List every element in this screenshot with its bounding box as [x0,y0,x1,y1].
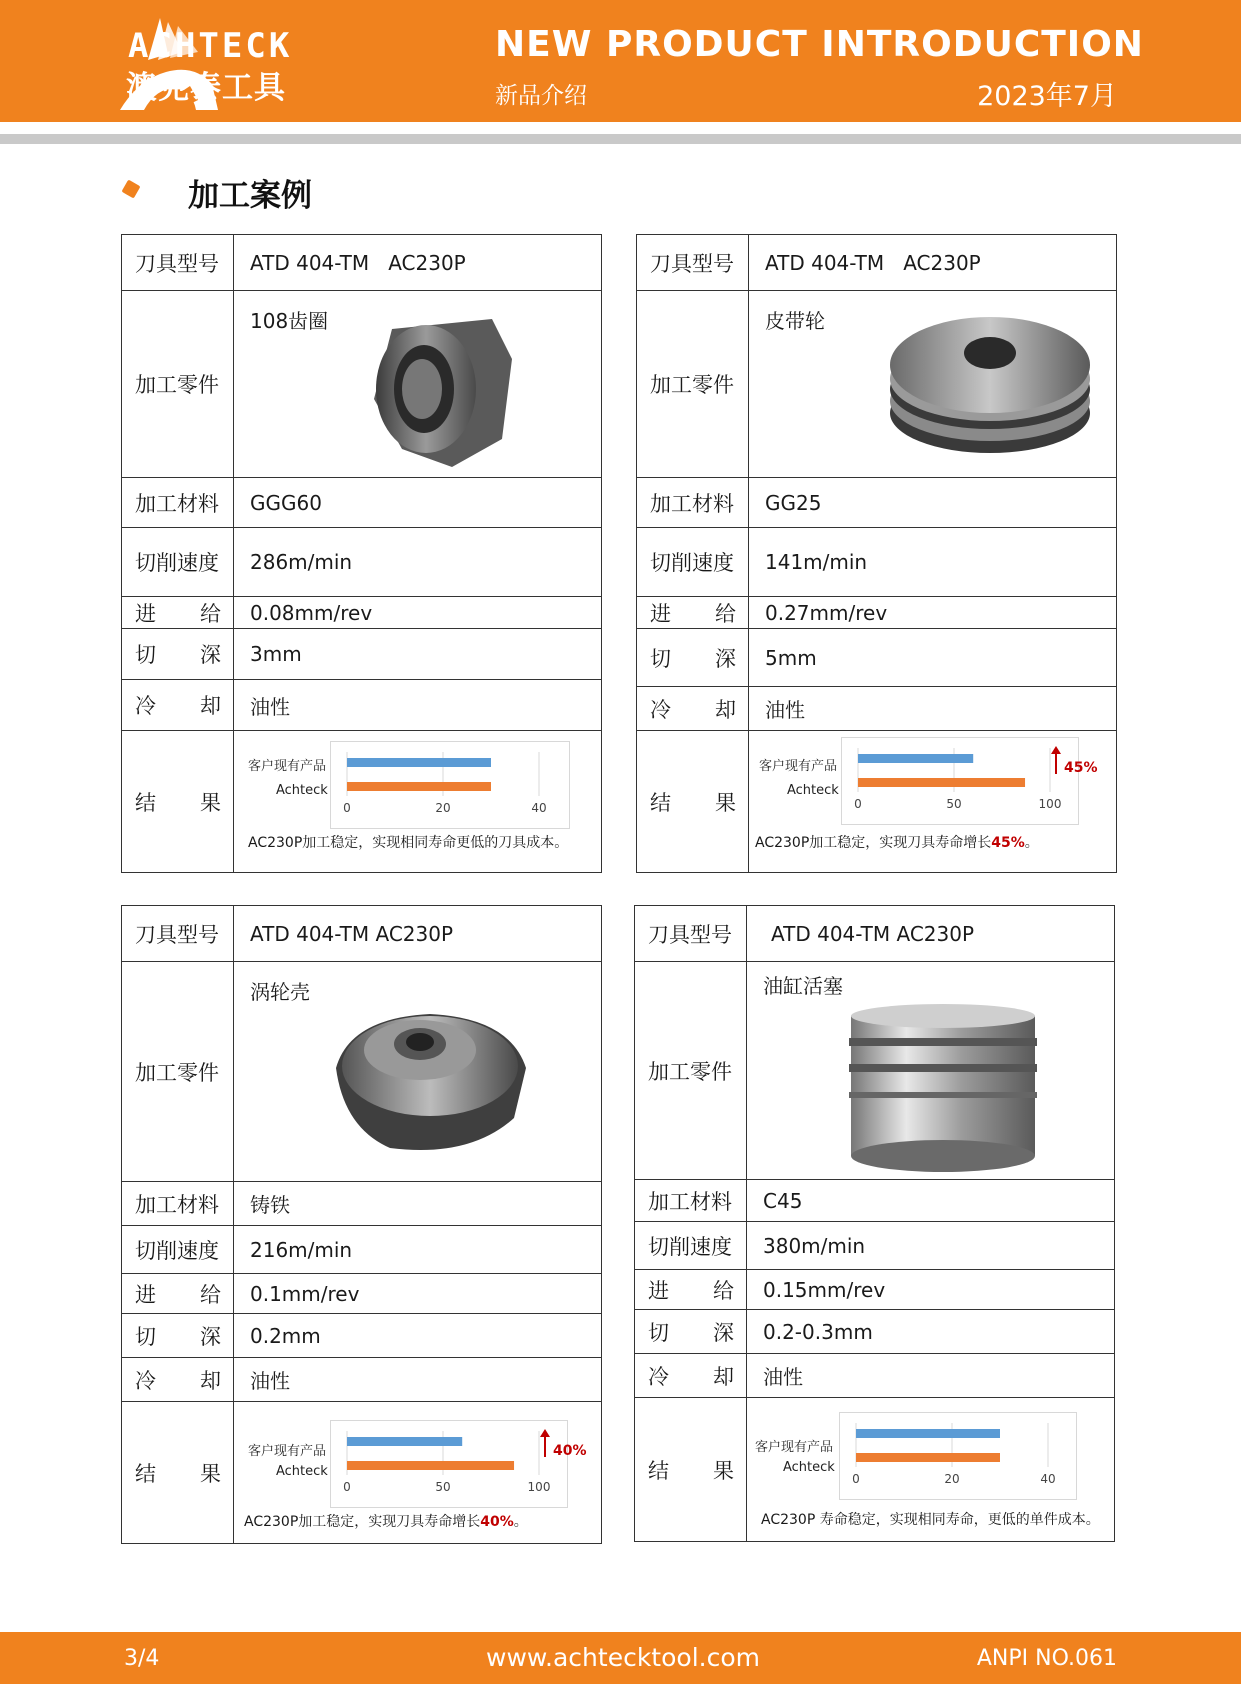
label-depth-a: 切 [648,1320,669,1345]
label-feed-b: 给 [200,1282,221,1307]
arrow-head-icon [1051,746,1061,754]
label-result-b: 果 [715,790,736,815]
label-material: 加工材料 [637,478,749,527]
feed-value: 0.1mm/rev [250,1281,360,1306]
label-material: 加工材料 [122,478,234,527]
result-cell [234,731,601,872]
depth-value: 0.2-0.3mm [763,1319,873,1344]
legend-customer: 客户现有产品 [248,759,327,774]
label-tool: 刀具型号 [122,235,234,290]
note-text: AC230P加工稳定，实现刀具寿命增长 [244,1514,481,1530]
x-tick-label: 50 [946,797,962,811]
website-link[interactable]: www.achtecktool.com [486,1643,760,1672]
legend-achteck: Achteck [787,783,839,798]
label-material: 加工材料 [122,1182,234,1225]
speed-value: 216m/min [250,1237,353,1262]
note-text: AC230P 寿命稳定，实现相同寿命，更低的单件成本。 [761,1512,1100,1528]
x-tick-label: 40 [531,801,547,815]
speed-value: 141m/min [765,550,868,574]
note-tail: 。 [1024,835,1039,851]
result-chart [330,1420,587,1508]
improvement-label: 45% [1064,760,1098,776]
result-chart [330,741,570,829]
label-result-a: 结 [135,790,156,815]
label-tool: 刀具型号 [122,906,234,961]
legend-customer: 客户现有产品 [759,759,838,774]
header-divider [0,134,1241,144]
page-number: 3/4 [124,1646,160,1671]
speed-value: 286m/min [250,550,353,574]
feed-value: 0.27mm/rev [765,600,888,625]
feed-value: 0.08mm/rev [250,600,373,625]
x-tick-label: 100 [527,1480,551,1494]
bar-customer [347,758,491,767]
label-result-a: 结 [650,790,671,815]
legend-customer: 客户现有产品 [755,1440,834,1455]
feed-value: 0.15mm/rev [763,1277,886,1302]
tool-value: ATD 404-TM AC230P [250,921,454,946]
label-tool: 刀具型号 [637,235,749,290]
label-cool-b: 却 [200,694,221,718]
arrow-head-icon [540,1429,550,1437]
label-material: 加工材料 [635,1180,747,1221]
coolant-value: 油性 [765,698,805,722]
x-tick-label: 0 [343,1480,351,1494]
bar-customer [856,1429,1000,1438]
label-part: 加工零件 [637,291,749,477]
label-feed-b: 给 [715,601,736,626]
label-result-b: 果 [713,1458,734,1483]
result-cell [749,731,1116,872]
label-part: 加工零件 [122,962,234,1181]
material-value: C45 [763,1188,803,1213]
legend-achteck: Achteck [783,1460,835,1475]
label-tool: 刀具型号 [635,906,747,961]
bar-chart-svg [842,738,1098,824]
section-bullet-icon [121,179,140,198]
bar-achteck [347,1461,514,1470]
result-note [755,832,1039,852]
x-tick-label: 40 [1040,1472,1056,1486]
label-depth-a: 切 [650,646,671,671]
improvement-label: 40% [553,1443,587,1459]
pulley-image [887,309,1093,457]
case-card-2 [636,234,1117,873]
legend-customer: 客户现有产品 [248,1444,327,1459]
result-cell [747,1398,1114,1541]
coolant-value: 油性 [763,1365,803,1389]
bar-achteck [347,782,491,791]
note-highlight: 40% [480,1514,514,1530]
material-value: 铸铁 [250,1193,290,1217]
note-text: AC230P加工稳定，实现刀具寿命增长 [755,835,992,851]
speed-value: 380m/min [763,1233,866,1258]
bar-achteck [856,1453,1000,1462]
note-highlight: 45% [991,835,1025,851]
label-feed-a: 进 [135,601,156,626]
label-cool-b: 却 [200,1368,221,1393]
label-cool-a: 冷 [135,694,156,718]
label-feed-b: 给 [713,1278,734,1303]
header-date: 2023年7月 [977,81,1117,112]
result-chart [839,1412,1077,1500]
legend-achteck: Achteck [276,783,328,798]
piston-image [845,1002,1041,1174]
bar-chart-svg [840,1413,1076,1499]
tool-value: ATD 404-TM AC230P [765,250,981,275]
note-text: AC230P加工稳定，实现相同寿命更低的刀具成本。 [248,835,569,851]
note-tail: 。 [513,1514,528,1530]
label-cool-a: 冷 [135,1368,156,1393]
label-speed: 切削速度 [122,1226,234,1273]
tool-value: ATD 404-TM AC230P [771,921,975,946]
part-name: 皮带轮 [765,309,825,333]
result-chart [841,737,1098,825]
doc-number: ANPI NO.061 [976,1646,1117,1671]
x-tick-label: 50 [435,1480,451,1494]
label-feed-b: 给 [200,601,221,626]
label-cool-a: 冷 [650,697,671,722]
result-note [248,832,568,852]
x-tick-label: 100 [1038,797,1062,811]
result-cell [234,1402,601,1543]
x-tick-label: 0 [852,1472,860,1486]
coolant-value: 油性 [250,694,290,719]
label-part: 加工零件 [635,962,747,1179]
header-title: NEW PRODUCT INTRODUCTION [495,24,1144,65]
label-cool-a: 冷 [648,1364,669,1389]
label-depth-b: 深 [200,643,221,667]
label-depth-a: 切 [135,1324,156,1349]
label-result-b: 果 [200,1461,221,1486]
label-result-a: 结 [135,1461,156,1486]
ring-gear-image [362,299,522,471]
label-feed-a: 进 [135,1282,156,1307]
material-value: GGG60 [250,490,322,515]
header-banner [0,0,1241,122]
part-name: 涡轮壳 [250,980,310,1004]
label-cool-b: 却 [713,1364,734,1389]
label-part: 加工零件 [122,291,234,477]
label-feed-a: 进 [648,1278,669,1303]
x-tick-label: 20 [435,801,451,815]
label-depth-b: 深 [200,1324,221,1349]
x-tick-label: 20 [944,1472,960,1486]
label-cool-b: 却 [715,697,736,722]
part-name: 油缸活塞 [763,974,843,998]
label-depth-b: 深 [713,1320,734,1345]
case-card-3 [121,905,602,1544]
label-result-a: 结 [648,1458,669,1483]
x-tick-label: 0 [854,797,862,811]
header-subtitle: 新品介绍 [495,83,587,109]
depth-value: 5mm [765,645,817,670]
label-feed-a: 进 [650,601,671,626]
turbo-housing-image [330,1008,530,1158]
bar-customer [858,754,973,763]
logo-text-cn: 澳克泰工具 [126,70,286,106]
case-card-1 [121,234,602,873]
case-card-4 [634,905,1115,1542]
label-depth-b: 深 [715,646,736,671]
section-title: 加工案例 [188,178,312,214]
label-depth-a: 切 [135,643,156,667]
footer-banner [0,1632,1241,1684]
x-tick-label: 0 [343,801,351,815]
tool-value: ATD 404-TM AC230P [250,250,466,275]
label-speed: 切削速度 [637,528,749,596]
result-note [244,1511,528,1531]
bar-achteck [858,778,1025,787]
depth-value: 3mm [250,642,302,666]
coolant-value: 油性 [250,1369,290,1393]
material-value: GG25 [765,490,822,515]
label-speed: 切削速度 [635,1222,747,1269]
part-name: 108齿圈 [250,309,329,333]
label-result-b: 果 [200,790,221,815]
label-speed: 切削速度 [122,528,234,596]
bar-customer [347,1437,462,1446]
result-note [761,1509,1100,1529]
logo-text-en: ACHTECK [128,26,293,66]
legend-achteck: Achteck [276,1464,328,1479]
bar-chart-svg [331,742,569,828]
bar-chart-svg [331,1421,587,1507]
depth-value: 0.2mm [250,1323,321,1348]
